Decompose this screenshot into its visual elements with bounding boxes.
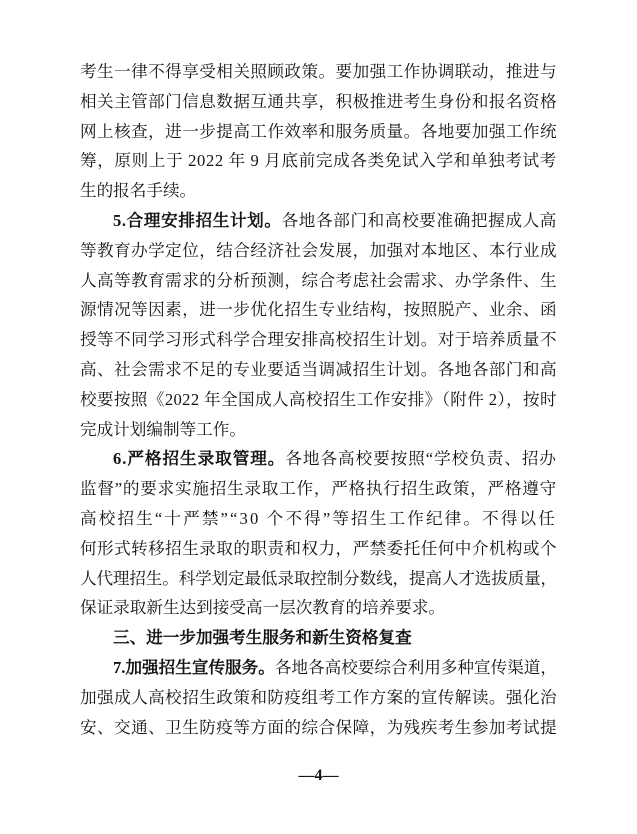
text-line-content [80, 117, 557, 147]
text-line [80, 57, 557, 87]
text-line-content [80, 266, 557, 296]
text-line [80, 325, 557, 355]
numbered-paragraph [80, 444, 557, 623]
paragraph [80, 57, 557, 206]
paragraph-lead: 7.加强招生宣传服务。 [113, 657, 275, 677]
text-line-content [80, 683, 557, 713]
text-line-content [80, 474, 557, 504]
line-text: 生的报名手续。 [80, 181, 197, 201]
text-line-content [80, 176, 196, 206]
line-text: 校要按照《2022 年全国成人高校招生工作安排》（附件 2），按时 [80, 389, 557, 409]
text-line [80, 415, 557, 445]
line-text: 筹，原则上于 2022 年 9 月底前完成各类免试入学和单独考试考 [80, 151, 557, 171]
text-line-content [80, 564, 557, 594]
text-line [80, 206, 557, 236]
text-line-content [113, 206, 557, 236]
text-line [80, 176, 557, 206]
text-line-content [113, 444, 557, 474]
line-text: 各地各高校要按照“学校负责、招办 [285, 449, 557, 469]
text-line-content [80, 236, 557, 266]
text-line [80, 653, 557, 683]
text-line [80, 355, 557, 385]
page-number: —4— [298, 767, 339, 784]
line-text: 安、交通、卫生防疫等方面的综合保障，为残疾考生参加考试提 [80, 717, 557, 737]
line-text: 网上核查，进一步提高工作效率和服务质量。各地要加强工作统 [80, 121, 557, 141]
text-line-content [80, 325, 557, 355]
line-text: 相关主管部门信息数据互通共享，积极推进考生身份和报名资格 [80, 91, 557, 111]
text-line-content [80, 415, 246, 445]
text-line [80, 504, 557, 534]
line-text: 加强成人高校招生政策和防疫组考工作方案的宣传解读。强化治 [80, 687, 557, 707]
text-line [80, 534, 557, 564]
line-text: 考生一律不得享受相关照顾政策。要加强工作协调联动，推进与 [80, 62, 557, 81]
paragraph-lead: 6.严格招生录取管理。 [113, 449, 286, 469]
text-line-content [80, 593, 445, 623]
text-line [80, 295, 557, 325]
text-line-content [80, 713, 557, 743]
text-line-content [80, 57, 557, 87]
line-text: 人高等教育需求的分析预测，综合考虑社会需求、办学条件、生 [80, 270, 557, 290]
line-text: 高校招生“十严禁”“30 个不得”等招生工作纪律。不得以任 [80, 508, 557, 528]
text-line-content [113, 653, 557, 683]
line-text: 源情况等因素，进一步优化招生专业结构，按照脱产、业余、函 [80, 300, 557, 320]
numbered-paragraph [80, 653, 557, 742]
text-line-content [80, 295, 557, 325]
text-line [80, 117, 557, 147]
text-line-content [113, 623, 412, 653]
text-line-content [80, 146, 557, 176]
line-text: 保证录取新生达到接受高一层次教育的培养要求。 [80, 598, 446, 618]
text-line [80, 713, 557, 743]
section-heading [80, 623, 557, 653]
line-text: 授等不同学习形式科学合理安排高校招生计划。对于培养质量不 [80, 330, 557, 350]
line-text: 等教育办学定位，结合经济社会发展，加强对本地区、本行业成 [80, 240, 557, 260]
text-line [80, 683, 557, 713]
text-line [80, 623, 557, 653]
text-line-content [80, 534, 557, 564]
line-text: 各地各高校要综合利用多种宣传渠道， [274, 657, 558, 677]
text-line [80, 474, 557, 504]
text-line [80, 236, 557, 266]
text-line [80, 593, 557, 623]
line-text: 人代理招生。科学划定最低录取控制分数线，提高人才选拔质量， [80, 568, 557, 588]
text-line-content [80, 504, 557, 534]
text-line [80, 87, 557, 117]
text-line-content [80, 385, 557, 415]
text-line [80, 385, 557, 415]
text-line-content [80, 355, 557, 385]
numbered-paragraph [80, 206, 557, 444]
section-heading-text: 三、进一步加强考生服务和新生资格复查 [113, 628, 412, 648]
line-text: 完成计划编制等工作。 [80, 419, 246, 439]
text-line [80, 266, 557, 296]
text-line [80, 564, 557, 594]
line-text: 监督”的要求实施招生录取工作，严格执行招生政策，严格遵守 [80, 479, 557, 499]
line-text: 何形式转移招生录取的职责和权力，严禁委托任何中介机构或个 [80, 538, 557, 558]
document-body [80, 57, 557, 742]
text-line [80, 444, 557, 474]
line-text: 各地各部门和高校要准确把握成人高 [281, 210, 557, 230]
text-line [80, 146, 557, 176]
text-line-content [80, 87, 557, 117]
line-text: 高、社会需求不足的专业要适当调减招生计划。各地各部门和高 [80, 359, 557, 379]
paragraph-lead: 5.合理安排招生计划。 [113, 210, 282, 230]
